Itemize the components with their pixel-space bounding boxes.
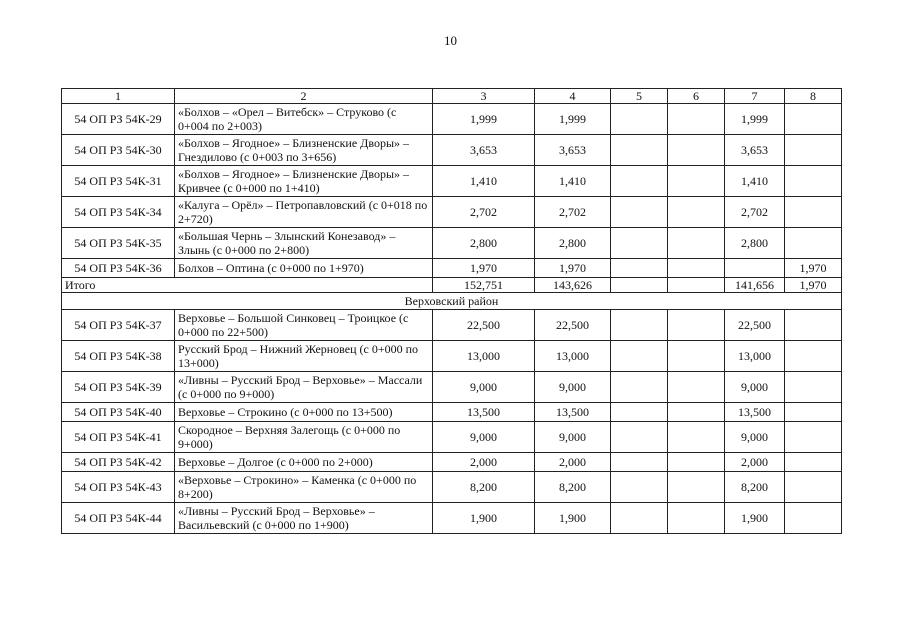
value-col6: [668, 259, 725, 278]
value-col3: 1,999: [433, 104, 535, 135]
road-name: Болхов – Оптина (с 0+000 по 1+970): [175, 259, 433, 278]
value-col7: 13,500: [725, 403, 785, 422]
district-heading: Верховский район: [62, 293, 842, 310]
value-col4: 3,653: [535, 135, 611, 166]
value-col6: [668, 403, 725, 422]
table-row: [62, 259, 842, 278]
road-name: «Болхов – Ягодное» – Близненские Дворы» – Гнездилово (с 0+003 по 3+656): [175, 135, 433, 166]
value-col5: [611, 403, 668, 422]
value-col4: 9,000: [535, 422, 611, 453]
table-row: [62, 422, 842, 453]
value-col6: [668, 135, 725, 166]
value-col7: 13,000: [725, 341, 785, 372]
value-col6: [668, 166, 725, 197]
value-col8: [785, 422, 842, 453]
value-col8: [785, 104, 842, 135]
value-col8: [785, 310, 842, 341]
value-col3: 13,500: [433, 403, 535, 422]
value-col6: [668, 503, 725, 534]
value-col7: 2,702: [725, 197, 785, 228]
value-col7: 9,000: [725, 422, 785, 453]
value-col5: [611, 472, 668, 503]
value-col8: [785, 472, 842, 503]
value-col8: 1,970: [785, 259, 842, 278]
value-col7: 1,999: [725, 104, 785, 135]
total-col8: 1,970: [785, 278, 842, 293]
value-col8: [785, 372, 842, 403]
table-row: [62, 166, 842, 197]
total-label: Итого: [62, 278, 433, 293]
total-col4: 143,626: [535, 278, 611, 293]
column-header: 3: [433, 89, 535, 104]
value-col4: 8,200: [535, 472, 611, 503]
value-col4: 22,500: [535, 310, 611, 341]
table-row: [62, 372, 842, 403]
road-code: 54 ОП РЗ 54К-36: [62, 259, 175, 278]
value-col6: [668, 104, 725, 135]
road-code: 54 ОП РЗ 54К-41: [62, 422, 175, 453]
value-col5: [611, 104, 668, 135]
road-code: 54 ОП РЗ 54К-40: [62, 403, 175, 422]
road-name: «Ливны – Русский Брод – Верховье» – Массали (с 0+000 по 9+000): [175, 372, 433, 403]
value-col7: [725, 259, 785, 278]
value-col8: [785, 503, 842, 534]
value-col4: 9,000: [535, 372, 611, 403]
table-row: [62, 503, 842, 534]
value-col3: 9,000: [433, 372, 535, 403]
value-col4: 2,702: [535, 197, 611, 228]
value-col3: 3,653: [433, 135, 535, 166]
road-name: Русский Брод – Нижний Жерновец (с 0+000 по 13+000): [175, 341, 433, 372]
value-col6: [668, 310, 725, 341]
value-col3: 8,200: [433, 472, 535, 503]
road-name: «Верховье – Строкино» – Каменка (с 0+000 по 8+200): [175, 472, 433, 503]
value-col3: 2,702: [433, 197, 535, 228]
column-header: 5: [611, 89, 668, 104]
value-col5: [611, 310, 668, 341]
road-code: 54 ОП РЗ 54К-42: [62, 453, 175, 472]
value-col7: 2,000: [725, 453, 785, 472]
value-col3: 1,970: [433, 259, 535, 278]
road-code: 54 ОП РЗ 54К-37: [62, 310, 175, 341]
table-row: [62, 403, 842, 422]
total-row: [62, 278, 842, 293]
value-col6: [668, 197, 725, 228]
value-col3: 13,000: [433, 341, 535, 372]
road-name: «Болхов – Ягодное» – Близненские Дворы» – Кривчее (с 0+000 по 1+410): [175, 166, 433, 197]
district-row: [62, 293, 842, 310]
value-col8: [785, 341, 842, 372]
total-col6: [668, 278, 725, 293]
column-header: 8: [785, 89, 842, 104]
value-col3: 2,800: [433, 228, 535, 259]
value-col4: 13,000: [535, 341, 611, 372]
value-col8: [785, 403, 842, 422]
value-col5: [611, 197, 668, 228]
roads-table: [61, 88, 842, 534]
value-col7: 1,900: [725, 503, 785, 534]
road-name: Верховье – Большой Синковец – Троицкое (с 0+000 по 22+500): [175, 310, 433, 341]
value-col4: 1,999: [535, 104, 611, 135]
value-col3: 1,410: [433, 166, 535, 197]
value-col7: 8,200: [725, 472, 785, 503]
value-col4: 2,800: [535, 228, 611, 259]
value-col4: 1,970: [535, 259, 611, 278]
value-col5: [611, 259, 668, 278]
value-col7: 3,653: [725, 135, 785, 166]
column-header: 1: [62, 89, 175, 104]
value-col7: 22,500: [725, 310, 785, 341]
column-header: 4: [535, 89, 611, 104]
value-col5: [611, 503, 668, 534]
table-row: [62, 135, 842, 166]
value-col8: [785, 453, 842, 472]
table-row: [62, 228, 842, 259]
total-col3: 152,751: [433, 278, 535, 293]
column-header: 6: [668, 89, 725, 104]
road-name: «Калуга – Орёл» – Петропавловский (с 0+018 по 2+720): [175, 197, 433, 228]
road-code: 54 ОП РЗ 54К-30: [62, 135, 175, 166]
road-name: «Большая Чернь – Злынский Конезавод» – Злынь (с 0+000 по 2+800): [175, 228, 433, 259]
value-col8: [785, 166, 842, 197]
road-name: «Ливны – Русский Брод – Верховье» – Васильевский (с 0+000 по 1+900): [175, 503, 433, 534]
table-row: [62, 453, 842, 472]
value-col4: 1,410: [535, 166, 611, 197]
road-code: 54 ОП РЗ 54К-35: [62, 228, 175, 259]
value-col6: [668, 341, 725, 372]
total-col7: 141,656: [725, 278, 785, 293]
value-col8: [785, 135, 842, 166]
road-code: 54 ОП РЗ 54К-34: [62, 197, 175, 228]
value-col5: [611, 341, 668, 372]
column-header: 7: [725, 89, 785, 104]
road-code: 54 ОП РЗ 54К-38: [62, 341, 175, 372]
value-col6: [668, 372, 725, 403]
value-col5: [611, 135, 668, 166]
road-code: 54 ОП РЗ 54К-43: [62, 472, 175, 503]
value-col5: [611, 372, 668, 403]
road-code: 54 ОП РЗ 54К-29: [62, 104, 175, 135]
total-col5: [611, 278, 668, 293]
value-col5: [611, 422, 668, 453]
value-col7: 9,000: [725, 372, 785, 403]
table-row: [62, 341, 842, 372]
road-code: 54 ОП РЗ 54К-39: [62, 372, 175, 403]
value-col5: [611, 166, 668, 197]
value-col6: [668, 472, 725, 503]
road-code: 54 ОП РЗ 54К-31: [62, 166, 175, 197]
value-col3: 9,000: [433, 422, 535, 453]
road-name: Верховье – Строкино (с 0+000 по 13+500): [175, 403, 433, 422]
column-header: 2: [175, 89, 433, 104]
page-number: 10: [444, 33, 457, 48]
value-col3: 2,000: [433, 453, 535, 472]
value-col8: [785, 197, 842, 228]
value-col8: [785, 228, 842, 259]
value-col6: [668, 422, 725, 453]
value-col7: 2,800: [725, 228, 785, 259]
value-col4: 13,500: [535, 403, 611, 422]
road-code: 54 ОП РЗ 54К-44: [62, 503, 175, 534]
table-row: [62, 472, 842, 503]
road-name: Скородное – Верхняя Залегощь (с 0+000 по 9+000): [175, 422, 433, 453]
value-col3: 22,500: [433, 310, 535, 341]
value-col5: [611, 228, 668, 259]
table-row: [62, 104, 842, 135]
road-name: Верховье – Долгое (с 0+000 по 2+000): [175, 453, 433, 472]
value-col7: 1,410: [725, 166, 785, 197]
value-col4: 1,900: [535, 503, 611, 534]
road-name: «Болхов – «Орел – Витебск» – Струково (с 0+004 по 2+003): [175, 104, 433, 135]
value-col5: [611, 453, 668, 472]
value-col4: 2,000: [535, 453, 611, 472]
table-row: [62, 310, 842, 341]
table-header-row: [62, 89, 842, 104]
table-row: [62, 197, 842, 228]
value-col6: [668, 228, 725, 259]
value-col6: [668, 453, 725, 472]
value-col3: 1,900: [433, 503, 535, 534]
